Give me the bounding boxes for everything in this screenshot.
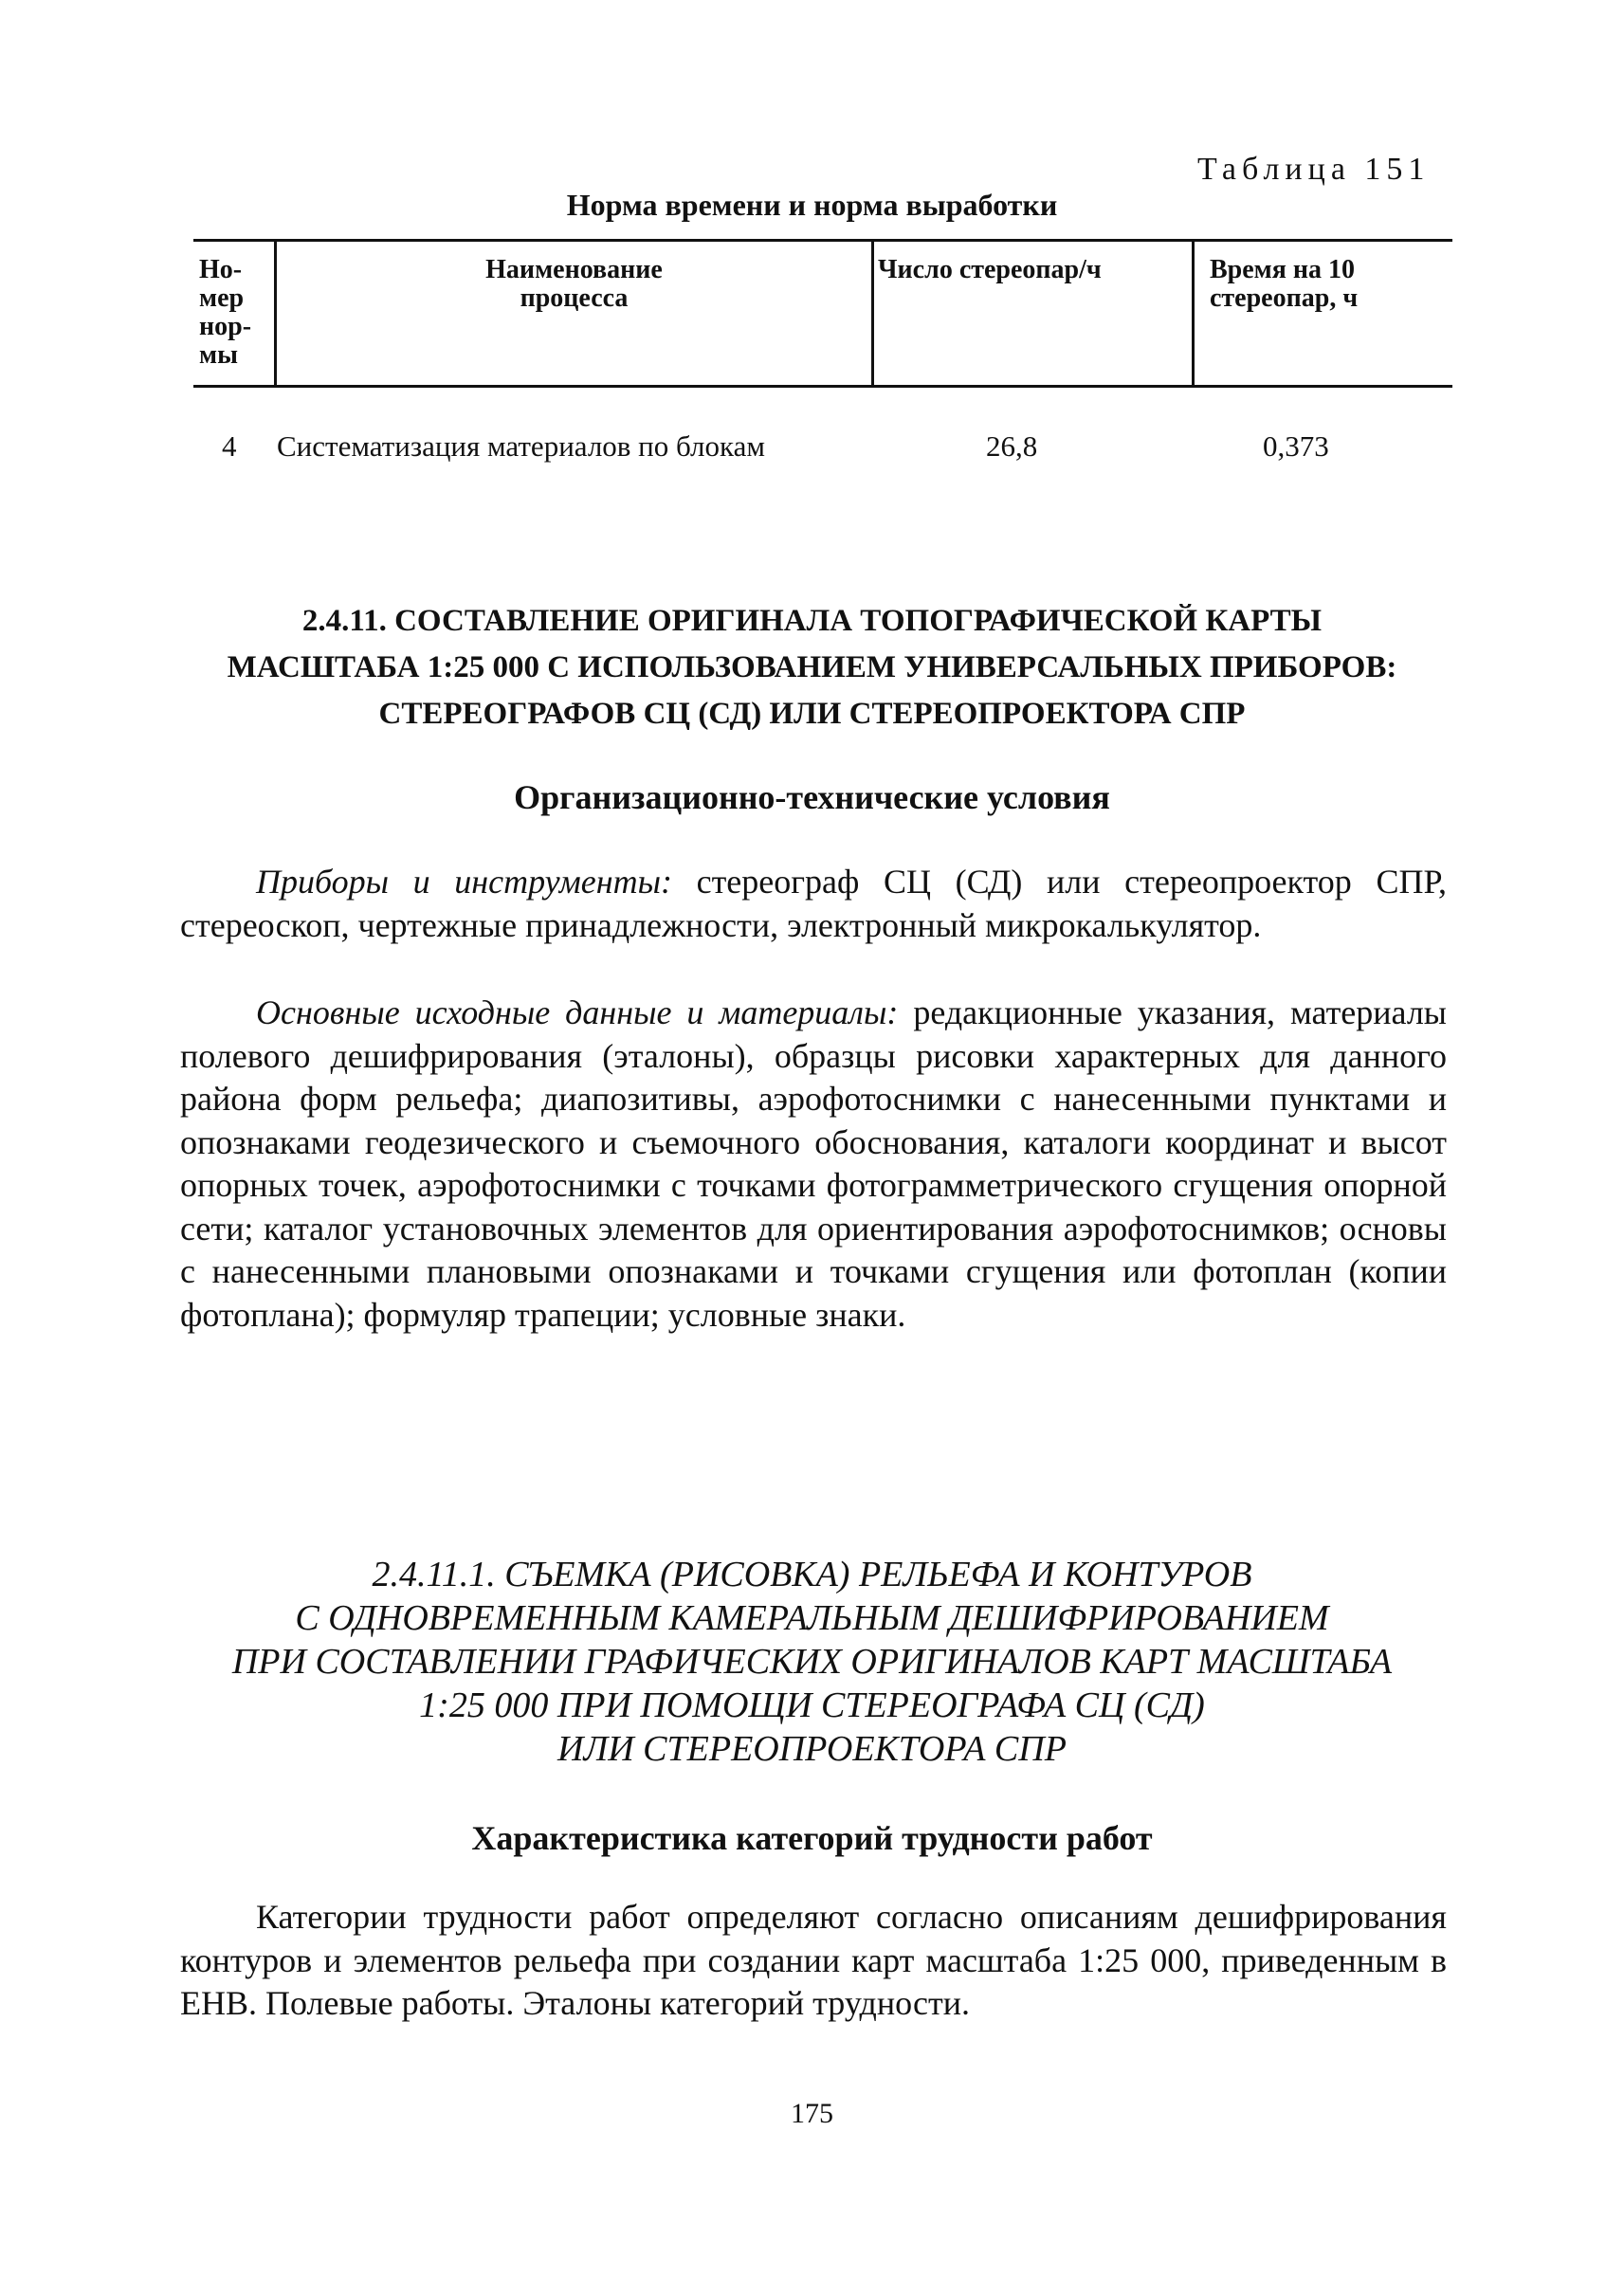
cell-pairs: 26,8 (986, 429, 1038, 463)
section-subheading: Организационно-технические условия (514, 778, 1110, 816)
cell-time: 0,373 (1263, 429, 1329, 463)
page-number: 175 (791, 2098, 833, 2129)
table-caption: Таблица 151 (1197, 152, 1431, 187)
cell-num: 4 (222, 429, 237, 463)
paragraph-materials: Основные исходные данные и материалы: редакционные указания, материалы полевого дешифрирования (эталоны), образцы рисовки характерных для данного района форм рельефа; диапозитивы, аэрофотоснимки с нанесенными пунктами и опознаками геодезического и съемочного обоснования, каталоги координат и высот опорных точек, аэрофотоснимки с точками фотограмметрического сгущения опорной сети; каталог установочных элементов для ориентирования аэрофотоснимков; основы с нанесенными плановыми опознаками и точками сгущения или фотоплан (копии фотоплана); формуляр трапеции; условные знаки. (180, 993, 1447, 1334)
table-col-divider (1192, 239, 1195, 388)
table-header-rule (193, 385, 1452, 388)
table-top-rule (193, 239, 1452, 242)
paragraph-categories: Категории трудности работ определяют согласно описаниям дешифрирования контуров и элементов рельефа при создании карт масштаба 1:25 000, приведенным в ЕНВ. Полевые работы. Эталоны категорий трудности. (180, 1898, 1447, 2022)
table-title: Норма времени и норма выработки (566, 188, 1058, 222)
header-pairs: Число стереопар/ч (878, 255, 1102, 284)
paragraph-instruments: Приборы и инструменты: стереограф СЦ (СД) или стереопроектор СПР, стереоскоп, чертежные принадлежности, электронный микрокалькулятор. (180, 863, 1447, 944)
header-num: Но- мер нор- мы (199, 255, 252, 370)
header-name: Наименование процесса (485, 255, 663, 313)
header-time: Время на 10 стереопар, ч (1210, 255, 1359, 313)
subsection-heading: 2.4.11.1. СЪЕМКА (РИСОВКА) РЕЛЬЕФА И КОНТУРОВ С ОДНОВРЕМЕННЫМ КАМЕРАЛЬНЫМ ДЕШИФРИРОВАНИЕМ ПРИ СОСТАВЛЕНИИ ГРАФИЧЕСКИХ ОРИГИНАЛОВ КАРТ МАСШТАБА 1:25 000 ПРИ ПОМОЩИ СТЕРЕОГРАФА СЦ (СД) ИЛИ СТЕРЕОПРОЕКТОРА СПР (231, 1555, 1393, 1769)
subsection-subheading: Характеристика категорий трудности работ (471, 1819, 1153, 1857)
section-heading: 2.4.11. СОСТАВЛЕНИЕ ОРИГИНАЛА ТОПОГРАФИЧЕСКОЙ КАРТЫ МАСШТАБА 1:25 000 С ИСПОЛЬЗОВАНИЕМ УНИВЕРСАЛЬНЫХ ПРИБОРОВ: СТЕРЕОГРАФОВ СЦ (СД) ИЛИ СТЕРЕОПРОЕКТОРА СПР (227, 604, 1397, 731)
table-col-divider (871, 239, 874, 388)
cell-name: Систематизация материалов по блокам (277, 429, 765, 463)
